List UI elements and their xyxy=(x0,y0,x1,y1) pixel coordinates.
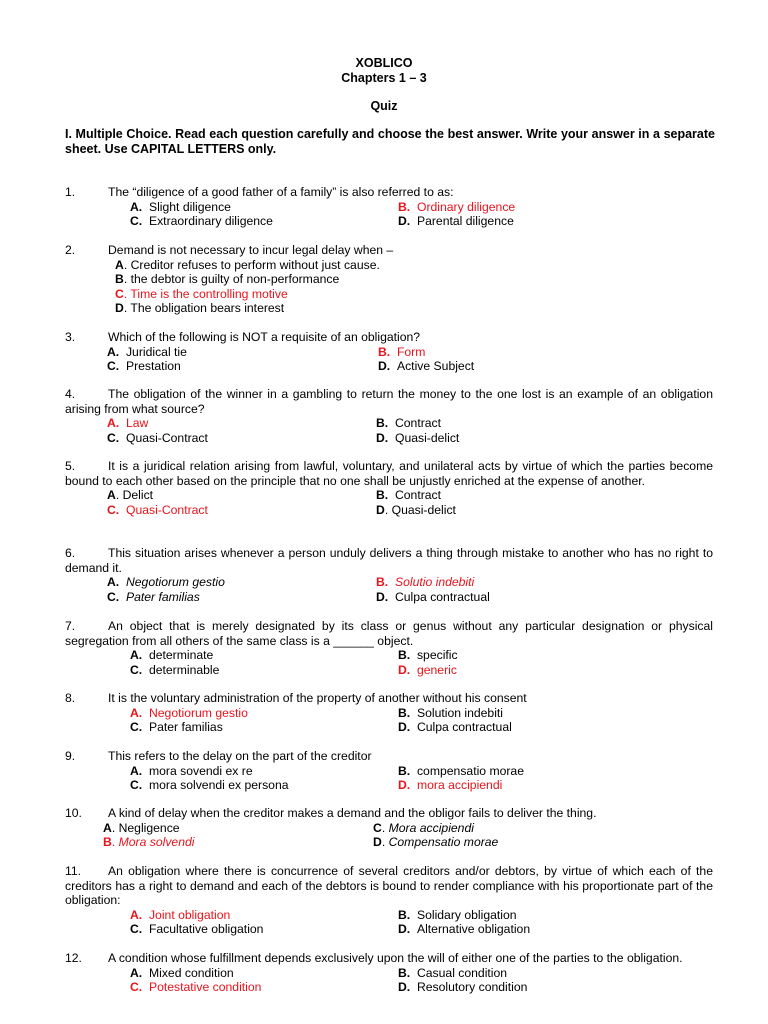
option-letter: A xyxy=(115,257,124,272)
option-letter: B. xyxy=(398,907,411,922)
option-letter: A. xyxy=(107,575,120,589)
option-b xyxy=(398,966,507,981)
option-text: Pater familias xyxy=(142,720,223,734)
option-letter: A xyxy=(103,820,112,835)
option-text: Negotiorum gestio xyxy=(142,705,248,720)
option-letter: A. xyxy=(130,705,143,720)
option-letter: D xyxy=(373,835,382,849)
option-row xyxy=(65,966,713,981)
option-c xyxy=(115,287,288,302)
option-row xyxy=(65,663,713,678)
option-b xyxy=(398,706,503,721)
option-letter: B. xyxy=(398,648,411,662)
option-row xyxy=(65,301,713,316)
question-number: 11. xyxy=(65,864,82,878)
question-prompt: It is a juridical relation arising from lawful, voluntary, and unilateral acts by virtue of which the parties become bound to each other based on the principle that no one shall be unjustly enriched at the expense of another. xyxy=(65,459,713,488)
option-letter: C. xyxy=(130,662,143,677)
option-letter: C. xyxy=(107,359,120,373)
option-text: The obligation bears interest xyxy=(130,301,285,315)
option-letter: D. xyxy=(398,980,411,994)
option-row xyxy=(65,287,713,302)
question-9 xyxy=(65,749,713,793)
option-text: determinable xyxy=(142,662,220,677)
question-text xyxy=(65,387,713,416)
option-b xyxy=(378,345,425,360)
option-row xyxy=(65,980,713,995)
option-c xyxy=(130,214,273,229)
question-4 xyxy=(65,387,713,445)
option-text: Prestation xyxy=(119,359,181,373)
option-letter: D xyxy=(376,502,385,517)
option-b xyxy=(398,908,517,923)
option-text: Creditor refuses to perform without just cause. xyxy=(130,257,380,272)
option-c xyxy=(107,359,181,374)
option-letter: D xyxy=(115,301,124,315)
option-c xyxy=(373,821,474,836)
option-b xyxy=(103,835,194,850)
option-letter: A. xyxy=(130,965,143,980)
option-text: Solution indebiti xyxy=(410,705,504,720)
question-prompt: A condition whose fulfillment depends exclusively upon the will of either one of the parties to the obligation. xyxy=(108,951,683,965)
option-dot: . xyxy=(115,488,123,502)
question-11 xyxy=(65,864,713,937)
option-row xyxy=(65,575,713,590)
option-letter: D. xyxy=(398,778,411,792)
option-row xyxy=(65,706,713,721)
option-text: Negotiorum gestio xyxy=(119,575,225,589)
option-d xyxy=(398,663,457,678)
option-d xyxy=(398,922,530,937)
option-text: Quasi-Contract xyxy=(119,430,208,445)
question-text xyxy=(65,749,713,764)
option-text: mora solvendi ex persona xyxy=(142,778,289,792)
question-prompt: Which of the following is NOT a requisite of an obligation? xyxy=(108,330,421,344)
question-prompt: Demand is not necessary to incur legal delay when – xyxy=(108,243,394,257)
option-text: Contract xyxy=(388,488,442,502)
option-c xyxy=(107,431,208,446)
option-letter: B. xyxy=(398,763,411,778)
question-text xyxy=(65,806,713,821)
question-prompt: This situation arises whenever a person unduly delivers a thing through mistake to another who has no right to demand it. xyxy=(65,546,713,575)
option-text: Mora solvendi xyxy=(118,835,195,849)
option-row xyxy=(65,416,713,431)
option-row xyxy=(65,272,713,287)
option-text: determinate xyxy=(142,648,214,662)
option-letter: D. xyxy=(398,662,411,677)
option-text: Mixed condition xyxy=(142,965,234,980)
instructions: I. Multiple Choice. Read each question carefully and choose the best answer. Write your answer in a separate sheet. Use CAPITAL LETTERS only. xyxy=(65,127,715,156)
option-dot: . xyxy=(384,502,392,517)
question-7 xyxy=(65,619,713,677)
option-d xyxy=(115,301,284,316)
option-row xyxy=(65,359,713,374)
option-letter: C xyxy=(115,286,124,301)
option-text: Juridical tie xyxy=(119,344,187,359)
question-text xyxy=(65,864,713,908)
question-8 xyxy=(65,691,713,735)
option-b xyxy=(398,648,458,663)
option-letter: C. xyxy=(107,430,120,445)
option-text: Pater familias xyxy=(119,589,200,604)
quiz-heading: Quiz xyxy=(370,99,398,113)
option-letter: B. xyxy=(376,575,389,589)
option-row xyxy=(65,200,713,215)
option-letter: C. xyxy=(130,778,143,792)
question-number: 5. xyxy=(65,459,76,473)
question-5 xyxy=(65,459,713,517)
question-number: 8. xyxy=(65,691,76,705)
option-dot: . xyxy=(381,820,389,835)
option-c xyxy=(130,922,263,937)
option-letter: D. xyxy=(376,589,389,604)
option-text: Time is the controlling motive xyxy=(130,286,288,301)
option-d xyxy=(398,778,502,793)
question-2 xyxy=(65,243,713,316)
option-letter: C. xyxy=(107,502,120,517)
option-c xyxy=(130,663,219,678)
option-text: Casual condition xyxy=(410,965,508,980)
option-row xyxy=(65,778,713,793)
option-c xyxy=(130,720,223,735)
question-number: 12. xyxy=(65,951,82,965)
option-row xyxy=(65,908,713,923)
question-12 xyxy=(65,951,713,995)
option-text: Negligence xyxy=(118,820,180,835)
option-row xyxy=(65,431,713,446)
option-row xyxy=(65,214,713,229)
option-a xyxy=(130,966,234,981)
option-b xyxy=(398,764,524,779)
option-dot: . xyxy=(111,835,119,849)
option-a xyxy=(130,764,253,779)
option-letter: C. xyxy=(107,589,120,604)
option-text: generic xyxy=(410,662,457,677)
option-text: Contract xyxy=(388,416,442,430)
option-letter: A xyxy=(107,488,116,502)
option-text: Mora accipiendi xyxy=(388,820,474,835)
option-letter: D. xyxy=(376,430,389,445)
question-number: 10. xyxy=(65,806,82,820)
question-prompt: The “diligence of a good father of a family” is also referred to as: xyxy=(108,185,454,199)
option-text: Quasi-delict xyxy=(388,430,460,445)
doc-title: XOBLICO xyxy=(355,56,413,70)
option-text: Quasi-delict xyxy=(391,502,456,517)
option-text: Culpa contractual xyxy=(410,720,512,734)
option-dot: . xyxy=(123,286,131,301)
option-letter: B xyxy=(115,272,124,286)
option-text: Culpa contractual xyxy=(388,589,490,604)
question-1 xyxy=(65,185,713,229)
question-text xyxy=(65,185,713,200)
option-text: Potestative condition xyxy=(142,980,262,994)
option-b xyxy=(398,200,515,215)
question-prompt: An obligation where there is concurrence of several creditors and/or debtors, by virtue of which each of the creditors has a right to demand and each of the debtors is bound to render compliance with his proportionate part of the obligation: xyxy=(65,864,713,907)
option-text: mora accipiendi xyxy=(410,778,503,792)
option-row xyxy=(65,720,713,735)
option-row xyxy=(65,590,713,605)
option-text: Law xyxy=(119,416,149,430)
option-text: Solutio indebiti xyxy=(388,575,475,589)
option-text: Form xyxy=(390,344,426,359)
question-prompt: A kind of delay when the creditor makes a demand and the obligor fails to deliver the thing. xyxy=(108,806,597,820)
option-dot: . xyxy=(123,272,131,286)
question-text xyxy=(65,691,713,706)
question-text xyxy=(65,459,713,488)
option-letter: C. xyxy=(130,922,143,936)
question-prompt: The obligation of the winner in a gambling to return the money to the one lost is an example of an obligation arising from what source? xyxy=(65,387,713,416)
option-d xyxy=(373,835,498,850)
option-row xyxy=(65,345,713,360)
question-number: 1. xyxy=(65,185,76,199)
option-letter: B. xyxy=(376,416,389,430)
option-row xyxy=(65,648,713,663)
option-row xyxy=(65,503,713,518)
option-text: Facultative obligation xyxy=(142,922,264,936)
question-10 xyxy=(65,806,713,850)
option-b xyxy=(376,416,441,431)
question-6 xyxy=(65,546,713,604)
option-text: Extraordinary diligence xyxy=(142,214,273,228)
question-number: 9. xyxy=(65,749,76,763)
option-letter: D. xyxy=(378,359,391,373)
option-text: Solidary obligation xyxy=(410,907,517,922)
question-number: 7. xyxy=(65,619,76,633)
option-letter: B. xyxy=(398,705,411,720)
option-text: mora sovendi ex re xyxy=(142,763,253,778)
option-dot: . xyxy=(381,835,389,849)
option-letter: D. xyxy=(398,214,411,228)
option-a xyxy=(130,648,213,663)
option-letter: B. xyxy=(378,344,391,359)
option-d xyxy=(376,590,490,605)
option-text: specific xyxy=(410,648,458,662)
option-row xyxy=(65,922,713,937)
option-b xyxy=(376,488,441,503)
question-prompt: An object that is merely designated by its class or genus without any particular designation or physical segregation from all others of the same class is a ______ object. xyxy=(65,619,713,648)
option-text: Parental diligence xyxy=(410,214,514,228)
option-row xyxy=(65,835,713,850)
option-b xyxy=(115,272,339,287)
option-letter: D. xyxy=(398,720,411,734)
option-a xyxy=(107,345,187,360)
option-c xyxy=(130,778,289,793)
option-a xyxy=(103,821,180,836)
option-text: Alternative obligation xyxy=(410,922,531,936)
option-letter: C. xyxy=(130,214,143,228)
option-text: Compensatio morae xyxy=(388,835,499,849)
option-letter: B. xyxy=(398,965,411,980)
option-row xyxy=(65,764,713,779)
question-text xyxy=(65,330,713,345)
option-d xyxy=(398,214,514,229)
option-text: Active Subject xyxy=(390,359,475,373)
option-letter: A. xyxy=(130,648,143,662)
option-row xyxy=(65,488,713,503)
option-d xyxy=(378,359,474,374)
option-letter: B xyxy=(103,835,112,849)
option-text: Quasi-Contract xyxy=(119,502,208,517)
option-letter: C xyxy=(373,820,382,835)
option-c xyxy=(107,590,200,605)
option-letter: A. xyxy=(107,416,120,430)
question-text xyxy=(65,243,713,258)
option-d xyxy=(398,980,527,995)
option-text: Ordinary diligence xyxy=(410,199,516,214)
option-letter: C. xyxy=(130,980,143,994)
option-text: the debtor is guilty of non-performance xyxy=(130,272,340,286)
option-letter: B. xyxy=(398,199,411,214)
option-c xyxy=(107,503,208,518)
option-a xyxy=(115,258,380,273)
option-letter: A. xyxy=(130,907,143,922)
option-b xyxy=(376,575,474,590)
question-prompt: It is the voluntary administration of the property of another without his consent xyxy=(108,691,527,705)
question-text xyxy=(65,951,713,966)
option-letter: A. xyxy=(130,199,143,214)
option-text: Slight diligence xyxy=(142,199,231,214)
option-a xyxy=(130,200,231,215)
option-row xyxy=(65,258,713,273)
question-number: 3. xyxy=(65,330,76,344)
question-prompt: This refers to the delay on the part of the creditor xyxy=(108,749,372,763)
option-letter: A. xyxy=(107,344,120,359)
option-letter: B. xyxy=(376,488,389,502)
option-dot: . xyxy=(111,820,119,835)
option-a xyxy=(107,488,153,503)
option-row xyxy=(65,821,713,836)
question-number: 6. xyxy=(65,546,76,560)
option-a xyxy=(107,575,225,590)
option-a xyxy=(107,416,148,431)
option-letter: A. xyxy=(130,763,143,778)
option-text: compensatio morae xyxy=(410,763,524,778)
option-a xyxy=(130,706,248,721)
option-d xyxy=(376,503,456,518)
doc-subtitle: Chapters 1 – 3 xyxy=(341,71,427,85)
option-d xyxy=(376,431,459,446)
option-dot: . xyxy=(123,257,131,272)
option-text: Delict xyxy=(122,488,154,502)
option-dot: . xyxy=(123,301,131,315)
option-letter: D. xyxy=(398,922,411,936)
option-text: Resolutory condition xyxy=(410,980,528,994)
question-number: 2. xyxy=(65,243,76,257)
option-c xyxy=(130,980,261,995)
option-text: Joint obligation xyxy=(142,907,231,922)
option-letter: C. xyxy=(130,720,143,734)
option-a xyxy=(130,908,230,923)
question-text xyxy=(65,546,713,575)
question-3 xyxy=(65,330,713,374)
question-text xyxy=(65,619,713,648)
question-number: 4. xyxy=(65,387,76,401)
option-d xyxy=(398,720,512,735)
